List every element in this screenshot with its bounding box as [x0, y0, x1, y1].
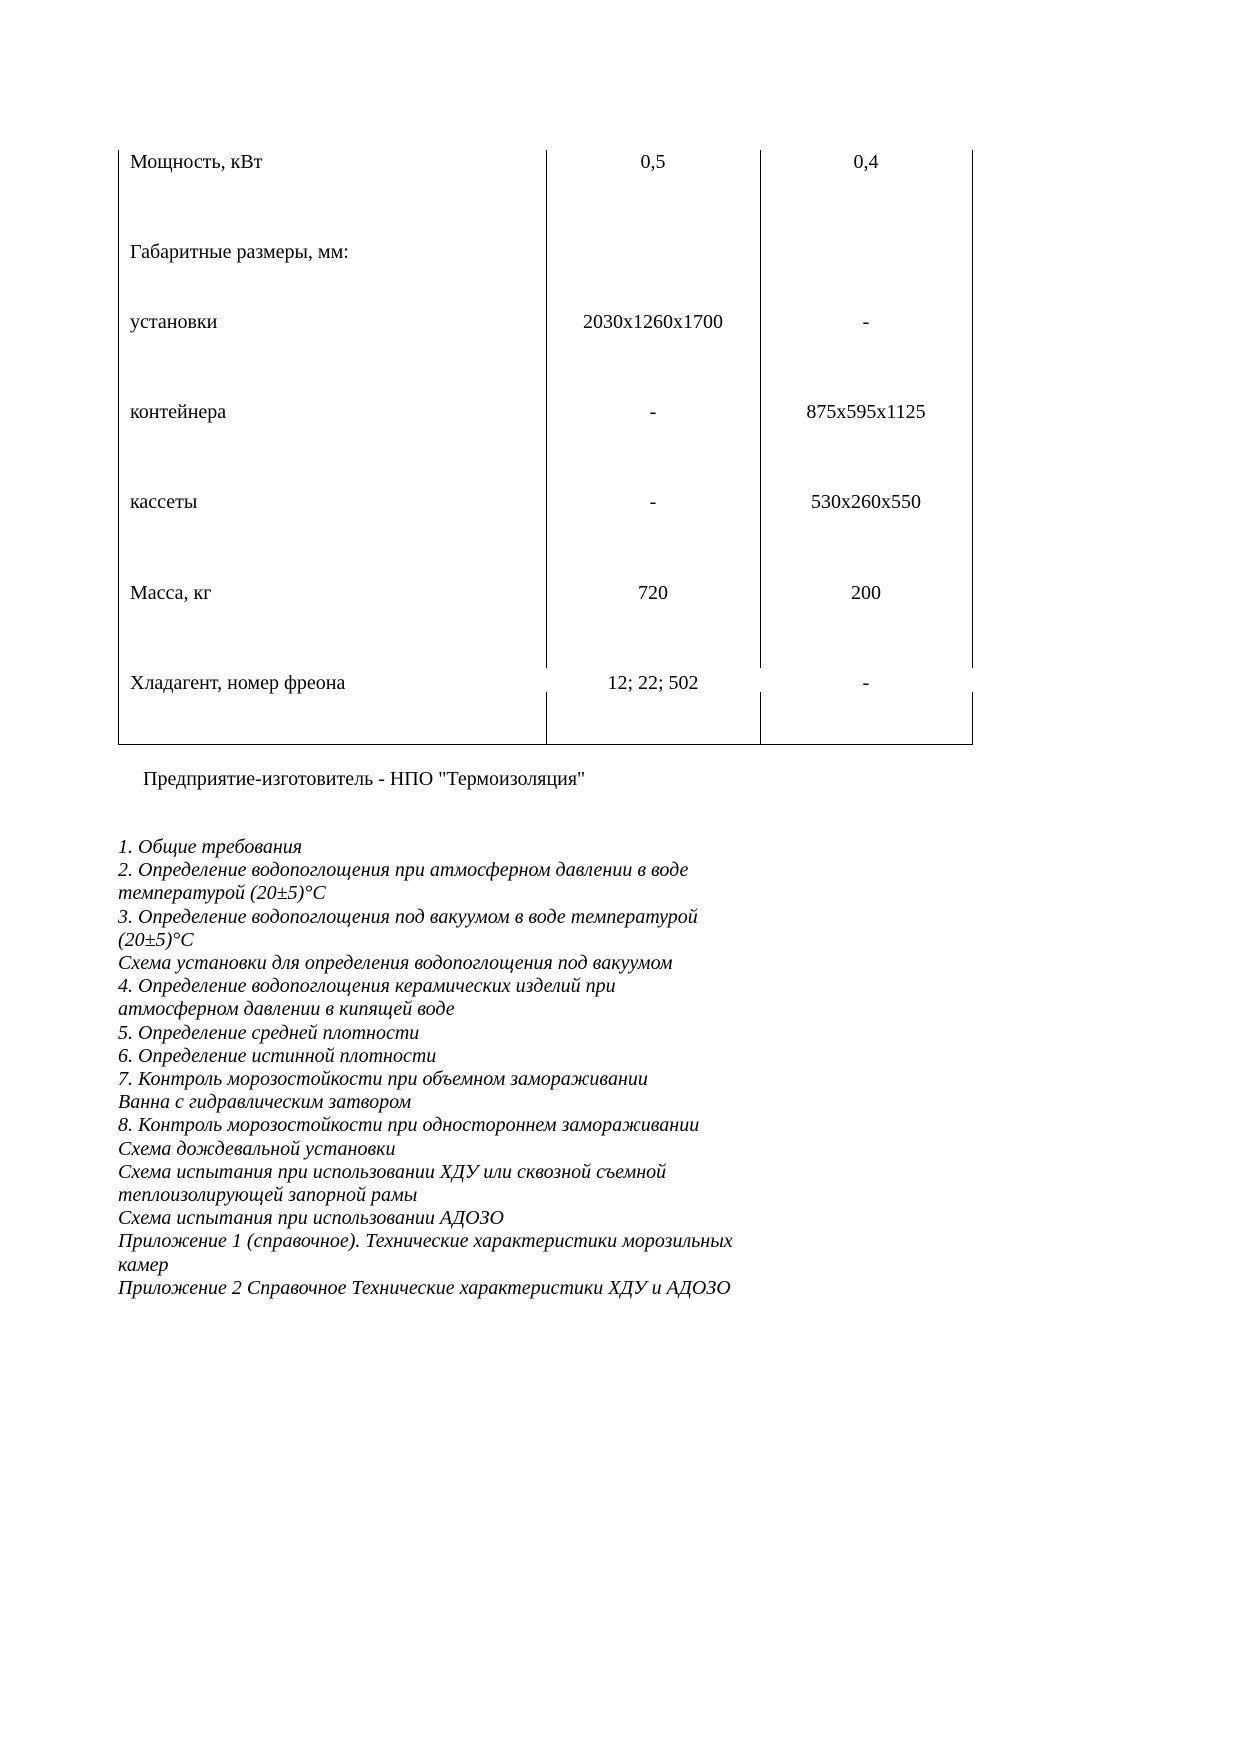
row-value-second: -: [862, 311, 870, 333]
row-value-first: 0,5: [640, 151, 666, 173]
row-value-first: 12; 22; 502: [607, 672, 699, 694]
table-row: [119, 490, 973, 514]
contents-link[interactable]: камер: [118, 1253, 169, 1276]
contents-link[interactable]: теплоизолирующей запорной рамы: [118, 1184, 418, 1207]
row-value-first: -: [649, 401, 657, 423]
row-label: Масса, кг: [130, 582, 212, 604]
contents-link[interactable]: (20±5)°С: [118, 928, 194, 951]
contents-link[interactable]: 4. Определение водопоглощения керамических изделий при: [118, 975, 616, 998]
row-value-second: -: [862, 672, 870, 694]
contents-link[interactable]: 8. Контроль морозостойкости при одностороннем замораживании: [118, 1114, 700, 1137]
contents-link[interactable]: Схема установки для определения водопоглощения под вакуумом: [118, 952, 673, 975]
row-label: контейнера: [130, 401, 227, 423]
row-value-first: 2030x1260x1700: [583, 311, 723, 333]
row-label: Габаритные размеры, мм:: [130, 241, 349, 263]
contents-link[interactable]: Приложение 2 Справочное Технические характеристики ХДУ и АДОЗО: [118, 1276, 731, 1299]
contents-link[interactable]: Ванна с гидравлическим затвором: [118, 1091, 412, 1114]
row-label: установки: [130, 311, 218, 333]
table-row: [119, 240, 973, 264]
contents-list: [118, 836, 798, 1300]
row-label: Мощность, кВт: [130, 151, 263, 173]
contents-link[interactable]: Схема испытания при использовании ХДУ или сквозной съемной: [118, 1160, 667, 1183]
row-value-second: 875x595x1125: [806, 401, 926, 423]
contents-link[interactable]: атмосферном давлении в кипящей воде: [118, 998, 455, 1021]
contents-link[interactable]: 1. Общие требования: [118, 836, 303, 858]
contents-link[interactable]: температурой (20±5)°С: [118, 882, 326, 905]
row-label: Хладагент, номер фреона: [130, 672, 346, 694]
row-value-second: 200: [851, 582, 881, 604]
contents-link[interactable]: Схема испытания при использовании АДОЗО: [118, 1207, 504, 1230]
row-value-first: 720: [638, 582, 668, 604]
row-value-second: 530x260x550: [811, 491, 921, 513]
table-row: [119, 150, 973, 174]
row-value-first: -: [649, 491, 657, 513]
contents-link[interactable]: 5. Определение средней плотности: [118, 1021, 420, 1044]
contents-link[interactable]: 3. Определение водопоглощения под вакуумом в воде температурой: [118, 905, 698, 928]
contents-link[interactable]: Схема дождевальной установки: [118, 1137, 396, 1160]
contents-link[interactable]: 7. Контроль морозостойкости при объемном замораживании: [118, 1068, 648, 1091]
contents-link[interactable]: Приложение 1 (справочное). Технические характеристики морозильных: [118, 1230, 733, 1253]
manufacturer-note: Предприятие-изготовитель - НПО "Термоизоляция": [143, 768, 586, 790]
table-row: [119, 671, 973, 695]
specifications-table: [118, 150, 973, 745]
contents-link[interactable]: 2. Определение водопоглощения при атмосферном давлении в воде: [118, 859, 689, 882]
table-row: [119, 400, 973, 424]
row-value-second: 0,4: [853, 151, 879, 173]
row-label: кассеты: [130, 491, 198, 513]
table-row: [119, 310, 973, 334]
table-row: [119, 581, 973, 605]
contents-link[interactable]: 6. Определение истинной плотности: [118, 1044, 437, 1067]
